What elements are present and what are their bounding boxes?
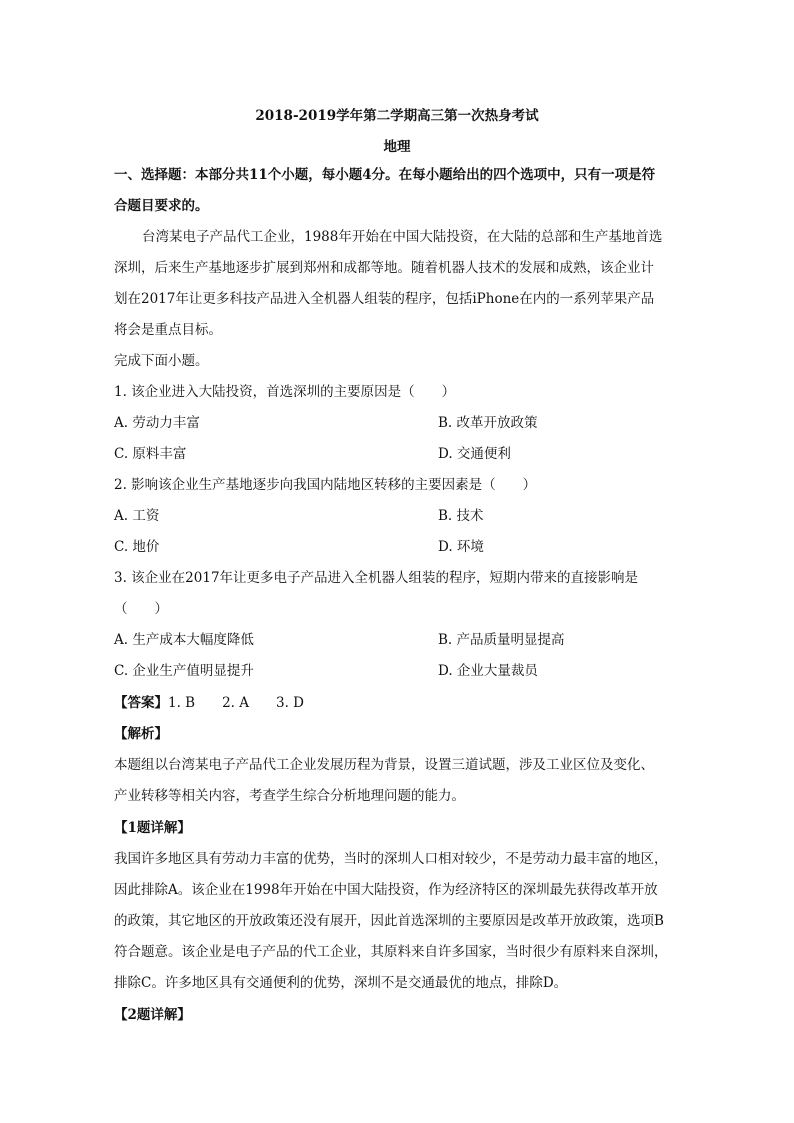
passage-line-1: 台湾某电子产品代工企业，1988年开始在中国大陆投资，在大陆的总部和生产基地首选 xyxy=(142,229,663,245)
question-3-option-c: C. 企业生产值明显提升 xyxy=(114,663,254,679)
answer-text: 1. B 2. A 3. D xyxy=(168,695,305,711)
detail-1-line-2: 因此排除A。该企业在1998年开始在中国大陆投资，作为经济特区的深圳最先获得改革开放 xyxy=(114,882,658,898)
answer-line xyxy=(114,694,304,712)
question-1-stem: 1. 该企业进入大陆投资，首选深圳的主要原因是（ ） xyxy=(114,384,456,400)
question-3-stem-cont: （ ） xyxy=(114,601,168,617)
analysis-label: 【解析】 xyxy=(114,726,168,742)
question-3-stem: 3. 该企业在2017年让更多电子产品进入全机器人组装的程序，短期内带来的直接影响是 xyxy=(114,570,639,586)
detail-1-label: 【1题详解】 xyxy=(114,820,191,836)
detail-1-line-5: 排除C。许多地区具有交通便利的优势，深圳不是交通最优的地点，排除D。 xyxy=(114,975,568,991)
question-1-option-c: C. 原料丰富 xyxy=(114,446,187,462)
question-3-option-a: A. 生产成本大幅度降低 xyxy=(114,632,254,648)
detail-2-label: 【2题详解】 xyxy=(114,1007,191,1023)
question-1-option-d: D. 交通便利 xyxy=(438,446,511,462)
question-1-option-b: B. 改革开放政策 xyxy=(438,415,538,431)
passage-line-2: 深圳，后来生产基地逐步扩展到郑州和成都等地。随着机器人技术的发展和成熟，该企业计 xyxy=(114,260,654,276)
exam-subject: 地理 xyxy=(383,139,411,155)
question-2-option-b: B. 技术 xyxy=(438,508,484,524)
instruction: 完成下面小题。 xyxy=(114,353,209,369)
question-2-option-d: D. 环境 xyxy=(438,539,484,555)
passage-line-3: 划在2017年让更多科技产品进入全机器人组装的程序，包括iPhone在内的一系列苹果产品 xyxy=(114,291,655,307)
passage-line-4: 将会是重点目标。 xyxy=(114,322,222,338)
question-1-option-a: A. 劳动力丰富 xyxy=(114,415,200,431)
detail-1-line-4: 符合题意。该企业是电子产品的代工企业，其原料来自许多国家，当时很少有原料来自深圳， xyxy=(114,944,668,960)
question-2-option-a: A. 工资 xyxy=(114,508,160,524)
detail-1-line-1: 我国许多地区具有劳动力丰富的优势，当时的深圳人口相对较少，不是劳动力最丰富的地区， xyxy=(114,851,668,867)
section-heading-line-1: 一、选择题：本部分共11个小题，每小题4分。在每小题给出的四个选项中，只有一项是符 xyxy=(114,167,656,183)
analysis-line-1: 本题组以台湾某电子产品代工企业发展历程为背景，设置三道试题，涉及工业区位及变化、 xyxy=(114,757,654,773)
analysis-line-2: 产业转移等相关内容，考查学生综合分析地理问题的能力。 xyxy=(114,788,465,804)
question-3-option-d: D. 企业大量裁员 xyxy=(438,663,538,679)
question-2-stem: 2. 影响该企业生产基地逐步向我国内陆地区转移的主要因素是（ ） xyxy=(114,477,537,493)
exam-title: 2018-2019学年第二学期高三第一次热身考试 xyxy=(255,108,539,124)
detail-1-line-3: 的政策，其它地区的开放政策还没有展开，因此首选深圳的主要原因是改革开放政策，选项B xyxy=(114,913,664,929)
question-2-option-c: C. 地价 xyxy=(114,539,160,555)
question-3-option-b: B. 产品质量明显提高 xyxy=(438,632,565,648)
section-heading-line-2: 合题目要求的。 xyxy=(114,198,209,214)
answer-label: 【答案】 xyxy=(114,695,168,711)
